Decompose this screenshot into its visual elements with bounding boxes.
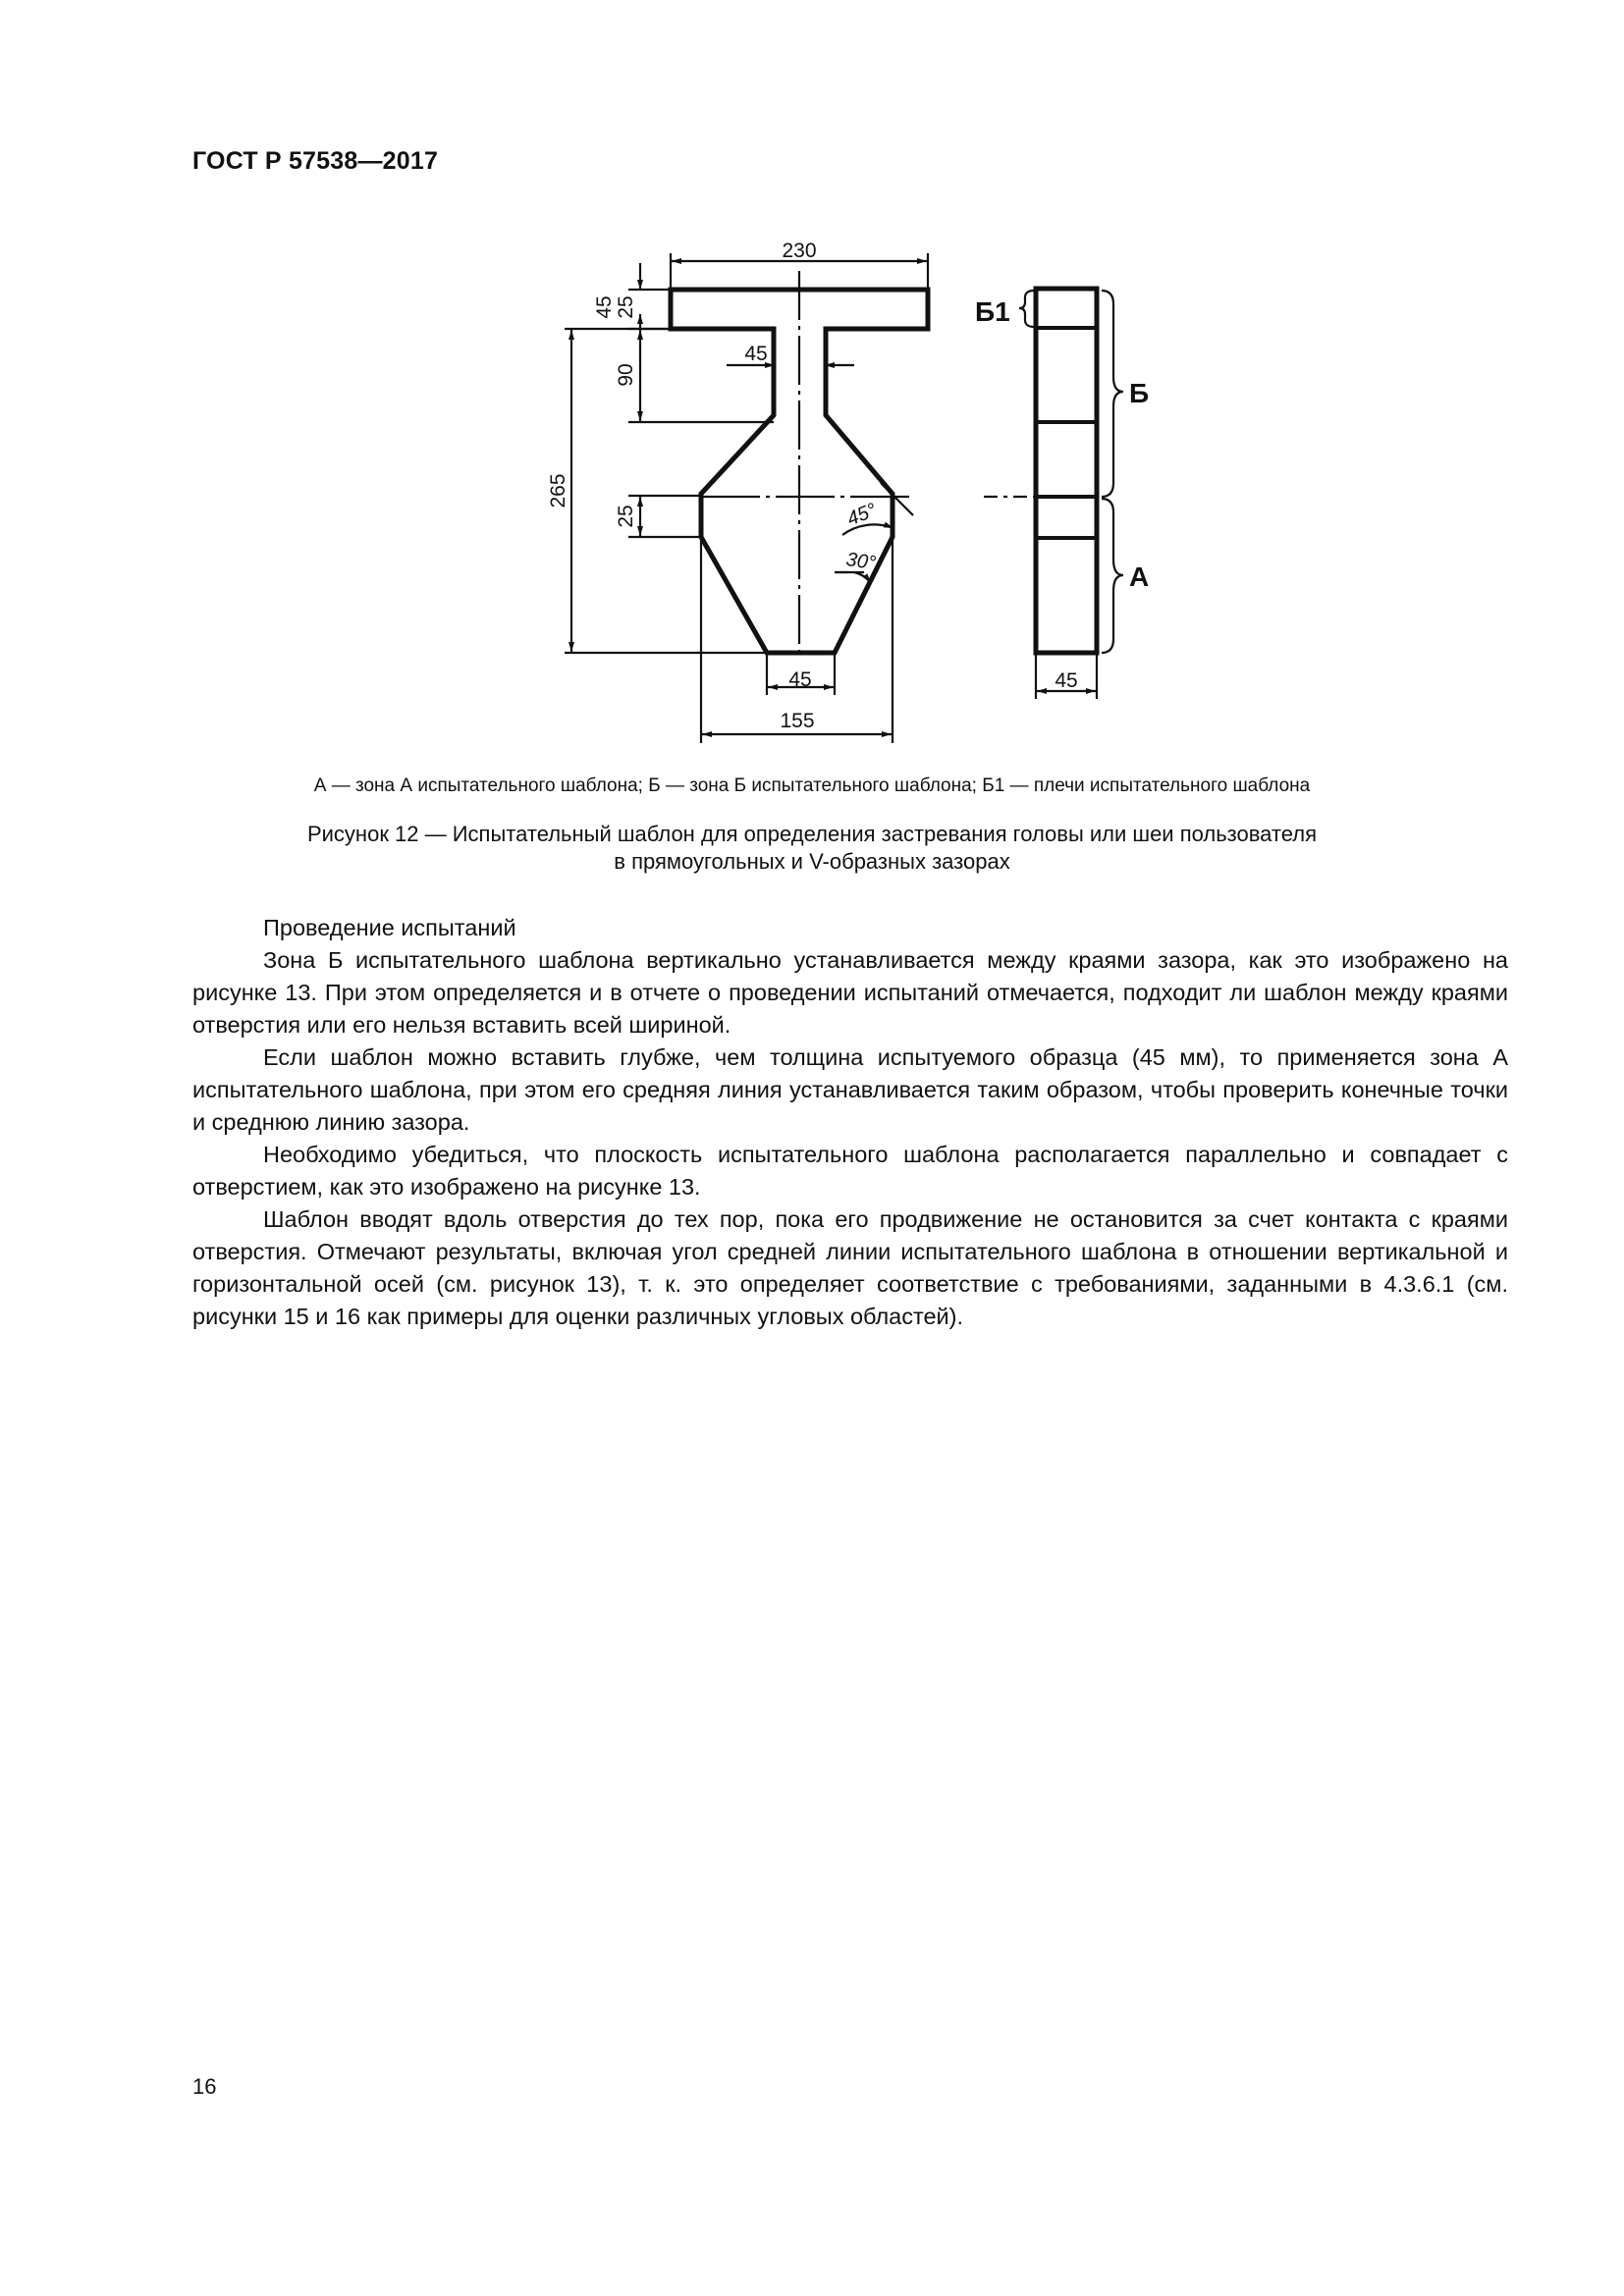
dim-top-left-25: 25: [615, 295, 637, 319]
paragraph-3: Необходимо убедиться, что плоскость испытательного шаблона располагается параллельно и совпадает с отверстием, как это изображено на рисунке 13.: [192, 1142, 1508, 1200]
angle-30-label: 30°: [844, 549, 878, 575]
caption-line-2: в прямоугольных и V-образных зазорах: [614, 849, 1010, 874]
brace-b: [1102, 291, 1123, 497]
label-a: А: [1129, 561, 1150, 592]
dim-top-width: 230: [782, 240, 817, 262]
label-b1: Б1: [975, 296, 1010, 327]
brace-a: [1102, 499, 1123, 653]
section-heading: Проведение испытаний: [263, 915, 516, 940]
page-number: 16: [192, 2074, 217, 2099]
dim-base-width: 155: [780, 710, 815, 732]
brace-b1: [1019, 291, 1034, 327]
figure-caption: [0, 821, 1624, 876]
side-view: [975, 289, 1149, 699]
dim-bottom-width: 45: [788, 668, 812, 691]
figure-legend: А — зона А испытательного шаблона; Б — зона Б испытательного шаблона; Б1 — плечи испытательного шаблона: [313, 775, 1311, 796]
paragraph-1: Зона Б испытательного шаблона вертикально устанавливается между краями зазора, как это изображено на рисунке 13. При этом определяется и в отчете о проведении испытаний отмечается, подходит ли шаблон между краями отверстия или его нельзя вставить всей шириной.: [192, 947, 1508, 1038]
angle-45-guide: [881, 483, 913, 515]
document-header: ГОСТ Р 57538—2017: [192, 147, 439, 175]
dim-neck-height: 90: [615, 363, 637, 387]
paragraph-2: Если шаблон можно вставить глубже, чем толщина испытуемого образца (45 мм), то применяется зона А испытательного шаблона, при этом его средняя линия устанавливается таким образом, чтобы проверить конечные точки и среднюю линию зазора.: [192, 1044, 1508, 1135]
angle-45-label: 45°: [843, 499, 880, 531]
label-b: Б: [1129, 378, 1150, 408]
caption-line-1: Рисунок 12 — Испытательный шаблон для определения застревания головы или шеи пользователя: [306, 822, 1318, 846]
test-template-figure: [0, 0, 1624, 883]
dim-top-left-45: 45: [593, 295, 616, 319]
body-text: [192, 912, 1508, 1333]
dim-shoulder-25: 25: [615, 505, 637, 528]
dim-side-width: 45: [1055, 669, 1078, 692]
paragraph-4: Шаблон вводят вдоль отверстия до тех пор, пока его продвижение не остановится за счет контакта с краями отверстия. Отмечают результаты, включая угол средней линии испытательного шаблона в отношении вертикальной и горизонтальной осей (см. рисунок 13), т. к. это определяет соответствие с требованиями, заданными в 4.3.6.1 (см. рисунки 15 и 16 как примеры для оценки различных угловых областей).: [192, 1206, 1508, 1329]
dim-total-height: 265: [547, 473, 569, 508]
dim-neck-width: 45: [744, 343, 768, 365]
